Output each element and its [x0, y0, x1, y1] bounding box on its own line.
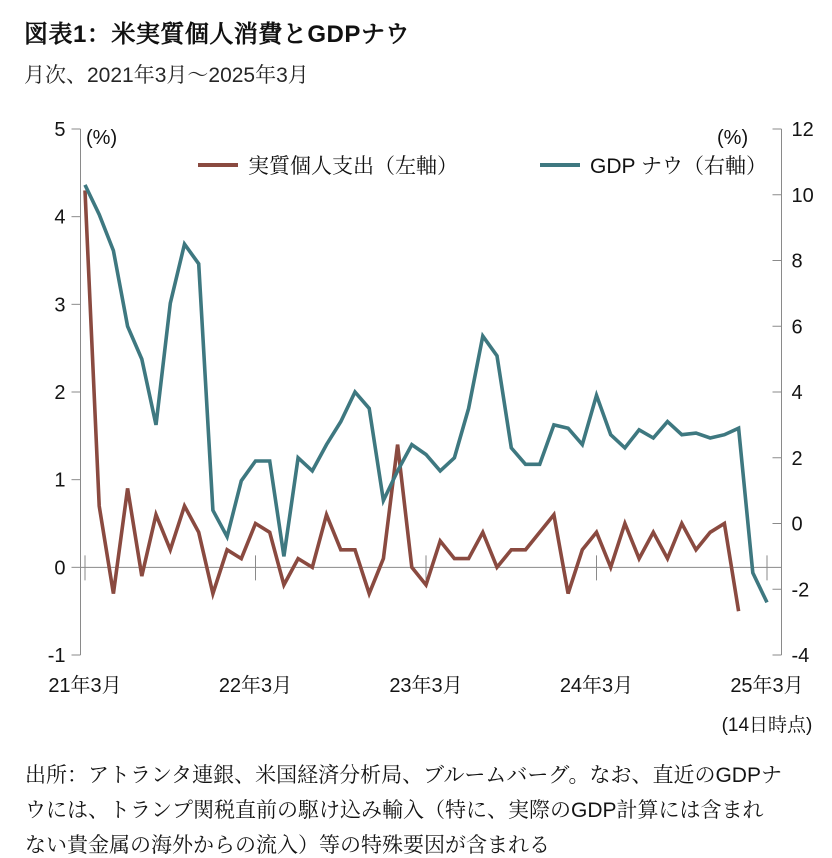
right-axis-tick-label: 2 — [791, 447, 803, 470]
right-axis-tick-label: 6 — [791, 316, 803, 339]
x-axis-tick-label: 21年3月 — [48, 675, 122, 697]
pce-line-swatch — [198, 163, 238, 167]
right-axis-tick-label: 12 — [791, 119, 814, 141]
left-axis-tick-label: 4 — [54, 206, 66, 229]
gdpnow-line-swatch — [540, 163, 580, 167]
gdpnow-line — [85, 185, 767, 603]
x-axis-tick-label: 22年3月 — [218, 675, 293, 697]
x-axis-tick-label: 24年3月 — [559, 675, 634, 697]
figure-subtitle: 月次、2021年3月～2025年3月 — [24, 64, 309, 87]
legend-item-pce — [198, 150, 458, 180]
right-axis-tick-label: -2 — [791, 579, 810, 602]
legend-label-pce: 実質個人支出（左軸） — [248, 155, 458, 178]
x-axis-asof-note: (14日時点) — [721, 715, 813, 736]
left-axis-tick-label: 2 — [54, 382, 66, 404]
right-axis-tick-label: -4 — [791, 645, 810, 667]
left-axis-tick-label: 5 — [54, 119, 66, 141]
left-axis-tick-label: 0 — [54, 557, 66, 580]
source-note-line: ない貴金属の海外からの流入）等の特殊要因が含まれる — [25, 834, 550, 857]
x-axis-tick-label: 25年3月 — [730, 675, 804, 697]
right-axis-tick-label: 10 — [791, 184, 814, 207]
right-axis-tick-label: 4 — [791, 382, 803, 404]
left-axis-tick-label: 1 — [54, 469, 66, 492]
right-axis-tick-label: 0 — [791, 513, 803, 536]
source-note-line: 出所：アトランタ連銀、米国経済分析局、ブルームバーグ。なお、直近のGDPナ — [25, 764, 782, 787]
legend-label-gdpnow: GDP ナウ（右軸） — [590, 155, 767, 178]
left-axis-tick-label: -1 — [47, 645, 66, 667]
figure-title: 図表1：米実質個人消費とGDPナウ — [24, 21, 410, 48]
x-axis-tick-label: 23年3月 — [389, 675, 463, 697]
left-axis-tick-label: 3 — [54, 294, 66, 317]
source-note-line: ウには、トランプ関税直前の駆け込み輸入（特に、実際のGDP計算には含まれ — [25, 799, 764, 822]
right-axis-unit-label: (%) — [717, 127, 749, 149]
left-axis-unit-label: (%) — [86, 127, 118, 149]
legend-item-gdpnow — [540, 150, 767, 180]
source-note — [25, 758, 820, 858]
chart-legend — [198, 150, 767, 180]
right-axis-tick-label: 8 — [791, 250, 803, 273]
